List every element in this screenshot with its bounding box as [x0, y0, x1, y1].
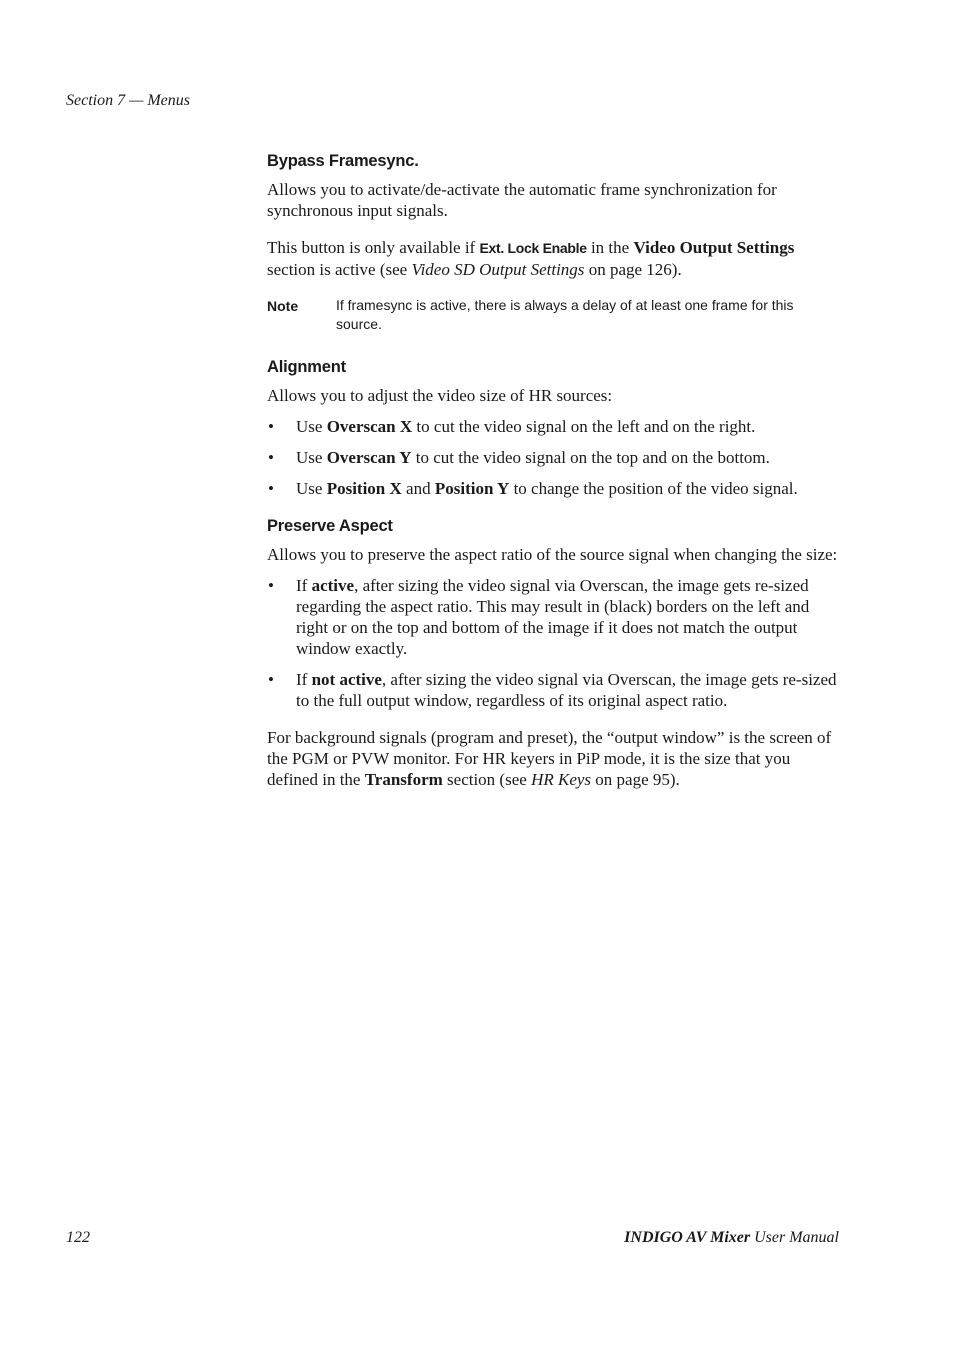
preserve-intro: Allows you to preserve the aspect ratio of the source signal when changing the size:	[267, 545, 838, 564]
text-fragment: to cut the video signal on the left and on the right.	[412, 417, 756, 436]
note-text: If framesync is active, there is always a delay of at least one frame for this source.	[336, 297, 794, 332]
text-fragment: to change the position of the video signal.	[509, 479, 798, 498]
cross-reference-hr-keys: HR Keys	[531, 770, 592, 789]
text-fragment: Use	[296, 417, 327, 436]
heading-alignment: Alignment	[267, 358, 346, 376]
text-fragment: If	[296, 670, 312, 689]
cross-reference-video-sd-output: Video SD Output Settings	[411, 260, 585, 279]
heading-preserve-aspect: Preserve Aspect	[267, 517, 393, 535]
preserve-list	[267, 575, 839, 711]
list-item	[267, 416, 839, 437]
preserve-closing	[267, 727, 839, 790]
alignment-intro: Allows you to adjust the video size of HR sources:	[267, 386, 613, 405]
text-fragment: on page 95).	[591, 770, 680, 789]
note-box	[267, 296, 839, 334]
section-alignment	[267, 356, 839, 499]
list-item	[267, 669, 839, 711]
ui-term-active: active	[311, 576, 355, 595]
section-bypass-framesync	[267, 150, 839, 334]
text-fragment: to cut the video signal on the top and on the bottom.	[411, 448, 770, 467]
bypass-description: Allows you to activate/de-activate the automatic frame synchronization for synchronous input signals.	[267, 180, 777, 220]
ui-term-overscan-x: Overscan X	[326, 417, 413, 436]
ui-term-video-output-settings: Video Output Settings	[633, 238, 795, 257]
list-item	[267, 575, 839, 659]
text-fragment: For background signals (program and preset), the “output window” is the screen of the PGM or PVW monitor. For HR keyers in PiP mode, it is the size that you defined in the	[267, 728, 832, 789]
ui-term-ext-lock-enable: Ext. Lock Enable	[479, 240, 587, 256]
running-head: Section 7 — Menus	[66, 92, 190, 109]
ui-term-overscan-y: Overscan Y	[326, 448, 412, 467]
heading-bypass-framesync: Bypass Framesync.	[267, 152, 419, 170]
text-fragment: Use	[296, 479, 327, 498]
text-fragment: in the	[586, 238, 634, 257]
text-fragment: , after sizing the video signal via Overscan, the image gets re-sized regarding the aspect ratio. This may result in (black) borders on the left and right or on the top and bottom of the image if it does not match the output window exactly.	[296, 576, 810, 658]
text-fragment: section is active (see	[267, 260, 412, 279]
section-preserve-aspect	[267, 515, 839, 790]
ui-term-not-active: not active	[311, 670, 382, 689]
text-fragment: This button is only available if	[267, 238, 480, 257]
alignment-list	[267, 416, 839, 499]
footer-title	[624, 1229, 839, 1247]
page-content	[267, 150, 839, 806]
note-label: Note	[267, 298, 299, 314]
list-item	[267, 447, 839, 468]
ui-term-transform: Transform	[364, 770, 443, 789]
ui-term-position-x: Position X	[326, 479, 402, 498]
product-name: INDIGO AV Mixer	[624, 1229, 751, 1246]
text-fragment: Use	[296, 448, 327, 467]
page-number: 122	[66, 1229, 90, 1246]
text-fragment: , after sizing the video signal via Overscan, the image gets re-sized to the full output window, regardless of its original aspect ratio.	[296, 670, 837, 710]
ui-term-position-y: Position Y	[434, 479, 510, 498]
text-fragment: and	[401, 479, 435, 498]
doc-type: User Manual	[750, 1229, 839, 1246]
bypass-availability	[267, 237, 839, 280]
text-fragment: section (see	[442, 770, 532, 789]
text-fragment: If	[296, 576, 312, 595]
text-fragment: on page 126).	[584, 260, 682, 279]
list-item	[267, 478, 839, 499]
